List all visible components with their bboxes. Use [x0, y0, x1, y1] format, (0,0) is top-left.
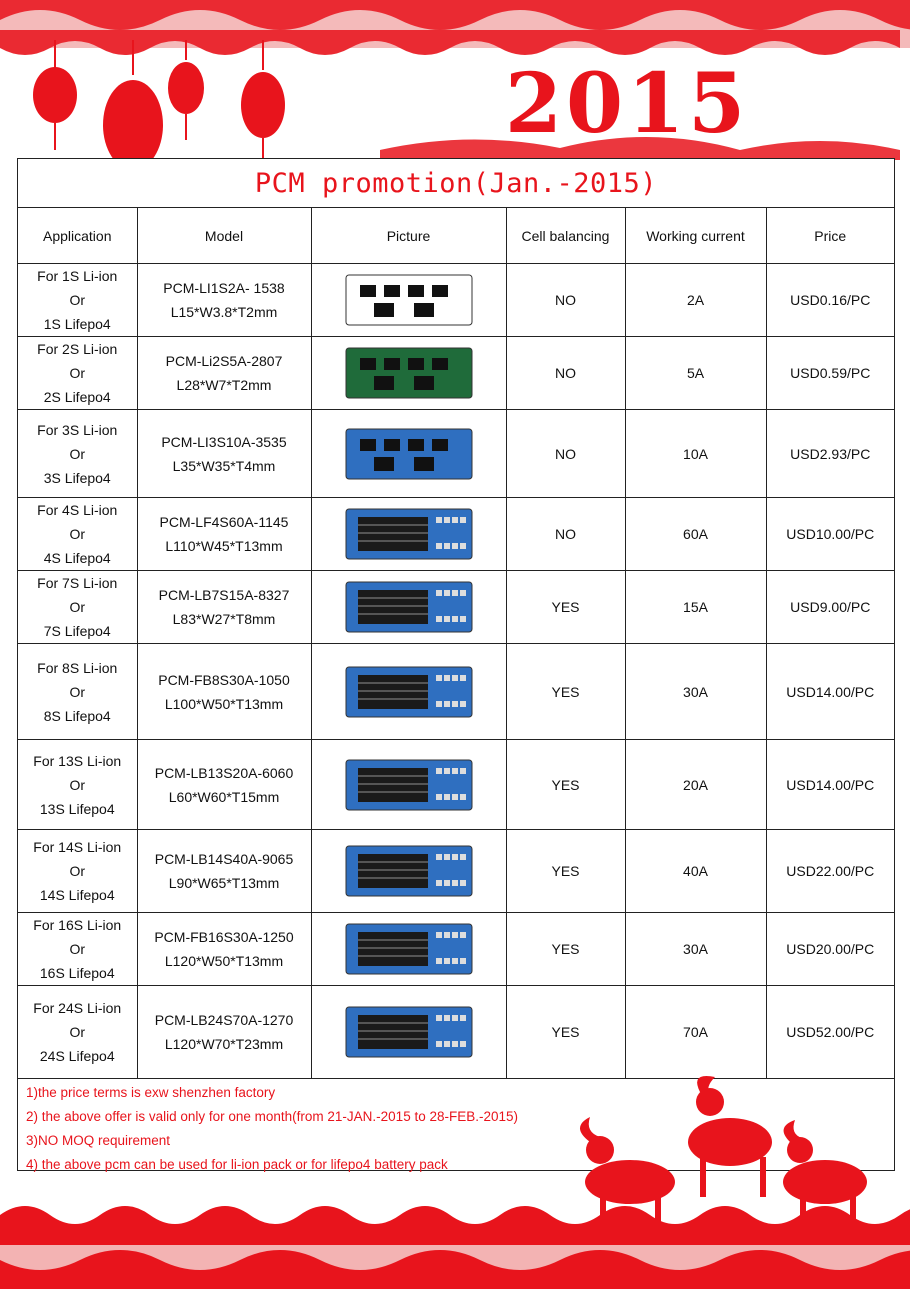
application-line: 3S Lifepo4	[43, 469, 111, 486]
model-cell	[137, 644, 311, 740]
table-row	[18, 644, 894, 740]
model-number: PCM-LB14S40A-9065	[154, 851, 294, 867]
working-current-cell: 30A	[625, 644, 766, 740]
model-cell	[137, 264, 311, 337]
lantern-icons	[33, 40, 285, 160]
table-row	[18, 264, 894, 337]
model-dimensions: L83*W27*T8mm	[172, 611, 276, 627]
table-row	[18, 913, 894, 986]
header-cell-balancing: Cell balancing	[506, 208, 625, 264]
pcb-board-image	[344, 425, 474, 483]
application-line: For 1S Li-ion	[37, 268, 118, 284]
table-row	[18, 740, 894, 830]
model-dimensions: L120*W50*T13mm	[164, 953, 284, 969]
pcb-board-image	[344, 756, 474, 814]
table-row	[18, 571, 894, 644]
header-picture: Picture	[311, 208, 506, 264]
picture-cell	[311, 740, 506, 830]
application-line: For 16S Li-ion	[33, 917, 122, 933]
application-cell	[18, 986, 137, 1079]
model-dimensions: L110*W45*T13mm	[165, 538, 283, 554]
pcb-board-image	[344, 578, 474, 636]
model-cell	[137, 986, 311, 1079]
application-line: For 3S Li-ion	[37, 421, 118, 438]
pcb-board-image	[344, 842, 474, 900]
table-row	[18, 830, 894, 913]
model-cell	[137, 498, 311, 571]
application-cell	[18, 337, 137, 410]
model-cell	[137, 830, 311, 913]
price-cell: USD20.00/PC	[766, 913, 894, 986]
picture-cell	[311, 644, 506, 740]
top-papercut-banner	[0, 0, 910, 160]
model-dimensions: L15*W3.8*T2mm	[170, 304, 278, 320]
promotion-table	[18, 208, 894, 1079]
pcb-board-image	[344, 344, 474, 402]
application-line: Or	[69, 776, 86, 793]
pcb-board-image	[344, 663, 474, 721]
application-line: For 4S Li-ion	[37, 502, 118, 518]
working-current-cell: 15A	[625, 571, 766, 644]
model-cell	[137, 740, 311, 830]
bottom-papercut-banner	[0, 1185, 910, 1289]
price-cell: USD10.00/PC	[766, 498, 894, 571]
application-line: 24S Lifepo4	[39, 1048, 115, 1064]
model-cell	[137, 571, 311, 644]
working-current-cell: 40A	[625, 830, 766, 913]
application-line: Or	[69, 445, 86, 462]
application-line: Or	[69, 683, 86, 700]
table-row	[18, 410, 894, 498]
application-line: 14S Lifepo4	[39, 887, 115, 903]
model-number: PCM-Li2S5A-2807	[165, 353, 283, 369]
picture-cell	[311, 410, 506, 498]
application-cell	[18, 264, 137, 337]
application-line: For 13S Li-ion	[33, 752, 122, 769]
application-line: Or	[69, 1024, 86, 1040]
working-current-cell: 70A	[625, 986, 766, 1079]
model-number: PCM-LB7S15A-8327	[158, 587, 290, 603]
working-current-cell: 60A	[625, 498, 766, 571]
picture-cell	[311, 264, 506, 337]
application-cell	[18, 830, 137, 913]
application-line: Or	[69, 526, 86, 542]
application-line: 7S Lifepo4	[43, 623, 111, 639]
model-cell	[137, 337, 311, 410]
model-cell	[137, 913, 311, 986]
model-dimensions: L120*W70*T23mm	[164, 1036, 284, 1052]
cell-balancing-cell: YES	[506, 571, 625, 644]
cell-balancing-cell: NO	[506, 498, 625, 571]
application-line: 4S Lifepo4	[43, 550, 111, 566]
price-cell: USD22.00/PC	[766, 830, 894, 913]
page-title: PCM promotion(Jan.-2015)	[18, 159, 894, 208]
pcb-board-image	[344, 271, 474, 329]
application-line: 2S Lifepo4	[43, 389, 111, 405]
model-dimensions: L90*W65*T13mm	[168, 875, 280, 891]
application-cell	[18, 498, 137, 571]
model-number: PCM-FB16S30A-1250	[154, 929, 294, 945]
working-current-cell: 10A	[625, 410, 766, 498]
table-header-row	[18, 208, 894, 264]
application-cell	[18, 913, 137, 986]
cell-balancing-cell: NO	[506, 410, 625, 498]
year-banner: 2015	[505, 56, 750, 152]
application-cell	[18, 740, 137, 830]
header-price: Price	[766, 208, 894, 264]
model-dimensions: L60*W60*T15mm	[168, 788, 280, 805]
header-model: Model	[137, 208, 311, 264]
note-item: 3)NO MOQ requirement	[26, 1133, 171, 1148]
picture-cell	[311, 913, 506, 986]
picture-cell	[311, 571, 506, 644]
note-item: 1)the price terms is exw shenzhen factory	[26, 1085, 276, 1100]
application-line: For 14S Li-ion	[33, 839, 122, 855]
promotion-sheet	[17, 158, 895, 1171]
cell-balancing-cell: YES	[506, 986, 625, 1079]
working-current-cell: 5A	[625, 337, 766, 410]
application-line: Or	[69, 863, 86, 879]
picture-cell	[311, 337, 506, 410]
cell-balancing-cell: YES	[506, 740, 625, 830]
application-line: For 2S Li-ion	[37, 341, 118, 357]
cell-balancing-cell: YES	[506, 644, 625, 740]
working-current-cell: 20A	[625, 740, 766, 830]
header-application: Application	[18, 208, 137, 264]
cell-balancing-cell: YES	[506, 830, 625, 913]
table-row	[18, 986, 894, 1079]
application-line: 13S Lifepo4	[39, 800, 115, 817]
application-line: Or	[69, 941, 86, 957]
working-current-cell: 30A	[625, 913, 766, 986]
price-cell: USD52.00/PC	[766, 986, 894, 1079]
cell-balancing-cell: YES	[506, 913, 625, 986]
application-line: 1S Lifepo4	[43, 316, 111, 332]
picture-cell	[311, 830, 506, 913]
model-dimensions: L28*W7*T2mm	[176, 377, 272, 393]
price-cell: USD0.16/PC	[766, 264, 894, 337]
model-dimensions: L100*W50*T13mm	[164, 695, 284, 712]
application-line: 16S Lifepo4	[39, 965, 115, 981]
price-cell: USD14.00/PC	[766, 740, 894, 830]
model-number: PCM-LB24S70A-1270	[154, 1012, 294, 1028]
application-line: 8S Lifepo4	[43, 707, 111, 724]
price-cell: USD9.00/PC	[766, 571, 894, 644]
model-number: PCM-LI1S2A- 1538	[163, 280, 285, 296]
application-cell	[18, 644, 137, 740]
price-cell: USD14.00/PC	[766, 644, 894, 740]
application-line: Or	[69, 292, 86, 308]
application-line: Or	[69, 599, 86, 615]
note-item: 2) the above offer is valid only for one month(from 21-JAN.-2015 to 28-FEB.-2015)	[26, 1109, 518, 1124]
application-line: Or	[69, 365, 86, 381]
application-cell	[18, 571, 137, 644]
application-line: For 24S Li-ion	[33, 1000, 122, 1016]
table-row	[18, 337, 894, 410]
model-number: PCM-LF4S60A-1145	[159, 514, 289, 530]
price-cell: USD2.93/PC	[766, 410, 894, 498]
model-number: PCM-LB13S20A-6060	[154, 764, 294, 781]
application-line: For 8S Li-ion	[37, 659, 118, 676]
pcb-board-image	[344, 1003, 474, 1061]
price-cell: USD0.59/PC	[766, 337, 894, 410]
pcb-board-image	[344, 920, 474, 978]
cell-balancing-cell: NO	[506, 264, 625, 337]
cell-balancing-cell: NO	[506, 337, 625, 410]
note-item: 4) the above pcm can be used for li-ion pack or for lifepo4 battery pack	[26, 1157, 448, 1172]
picture-cell	[311, 498, 506, 571]
model-cell	[137, 410, 311, 498]
application-cell	[18, 410, 137, 498]
model-dimensions: L35*W35*T4mm	[172, 457, 276, 474]
application-line: For 7S Li-ion	[37, 575, 118, 591]
working-current-cell: 2A	[625, 264, 766, 337]
model-number: PCM-LI3S10A-3535	[161, 433, 287, 450]
header-working-current: Working current	[625, 208, 766, 264]
model-number: PCM-FB8S30A-1050	[158, 671, 290, 688]
table-row	[18, 498, 894, 571]
picture-cell	[311, 986, 506, 1079]
pcb-board-image	[344, 505, 474, 563]
